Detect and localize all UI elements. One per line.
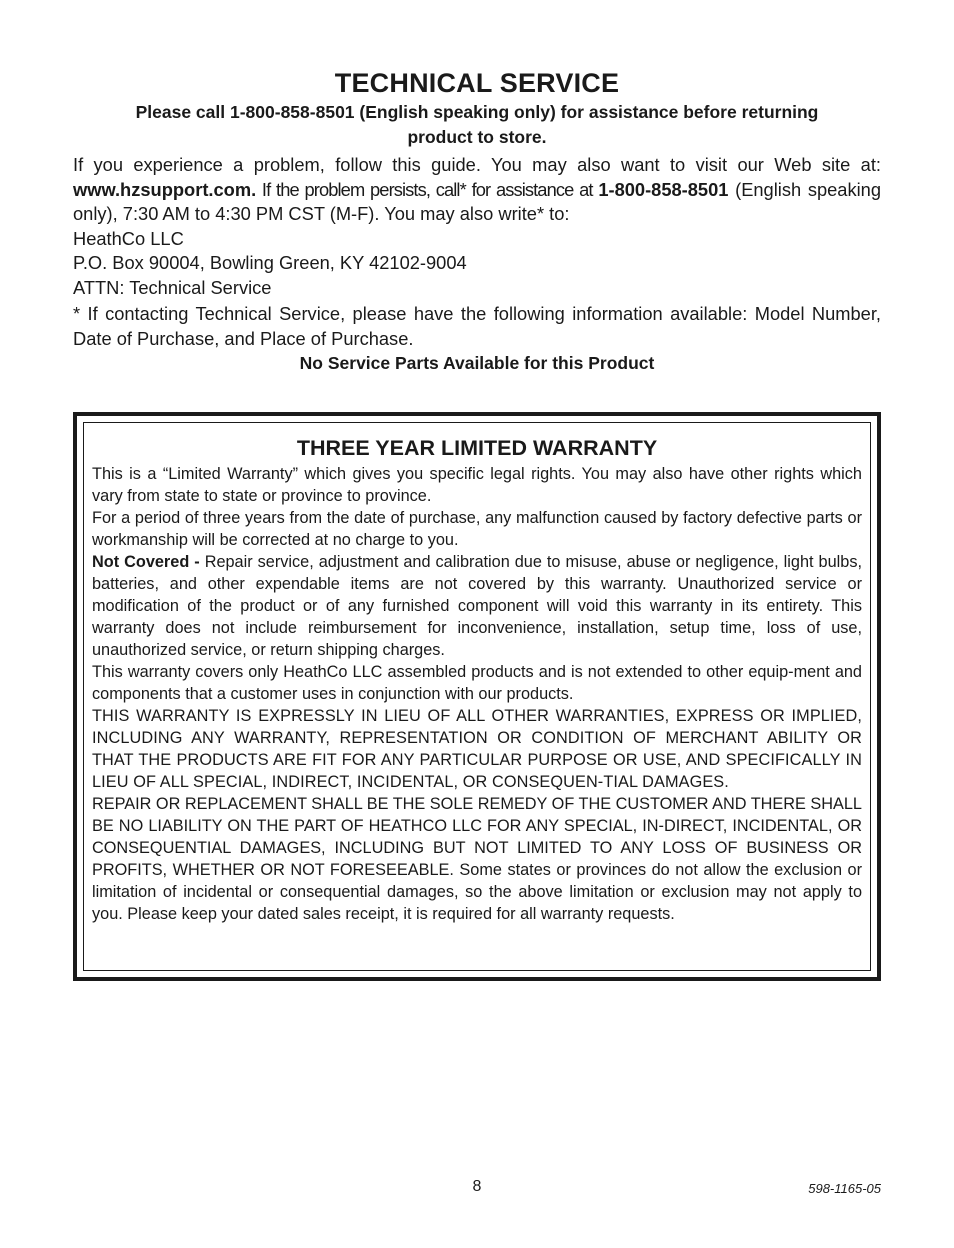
not-covered-label: Not Covered - xyxy=(92,553,205,571)
warranty-paragraph-remedy xyxy=(92,793,862,925)
callout-line-2: product to store. xyxy=(407,127,547,147)
warranty-paragraph-period: For a period of three years from the date of purchase, any malfunction caused by factory defective parts or workmanship will be corrected at no charge to you. xyxy=(92,509,862,549)
call-before-returning-notice xyxy=(73,100,881,150)
warranty-paragraph-disclaimer: THIS WARRANTY IS EXPRESSLY IN LIEU OF ALL OTHER WARRANTIES, EXPRESS OR IMPLIED, INCLUDING ANY WARRANTY, REPRESENTATION OR CONDITION OF MERCHANT ABILITY OR THAT THE PRODUCTS ARE FIT FOR ANY PARTICULAR PURPOSE OR USE, AND SPECIFICALLY IN LIEU OF ALL SPECIAL, INDIRECT, INCIDENTAL, OR CONSEQUEN-TIAL DAMAGES. xyxy=(92,707,862,791)
not-covered-text: Repair service, adjustment and calibration due to misuse, abuse or negligence, light bulbs, batteries, and other expendable items are not covered by this warranty. Unauthorized service or modification of the product or of any furnished component will void this warranty in its entirety. This warranty does not include reimbursement for inconvenience, installation, setup time, loss of use, unauthorized service, or return shipping charges. xyxy=(92,553,862,659)
warranty-box xyxy=(73,412,881,981)
warranty-paragraph-rights: This is a “Limited Warranty” which gives you specific legal rights. You may also have other rights which vary from state to state or province to province. xyxy=(92,465,862,505)
callout-line-1: Please call 1-800-858-8501 (English speaking only) for assistance before returning xyxy=(135,102,819,122)
document-code: 598-1165-05 xyxy=(808,1181,881,1196)
address-name: HeathCo LLC xyxy=(73,227,184,249)
remedy-text: Some states or provinces do not allow the exclusion or limitation of incidental or consequential damages, so the above limitation or exclusion may not apply to you. Please keep your dated sales receipt, it is required for all warranty requests. xyxy=(92,861,862,923)
persist-text: If the problem persists, call* for assistance at xyxy=(256,178,599,200)
address-street: P.O. Box 90004, Bowling Green, KY 42102-9004 xyxy=(73,252,467,273)
hours-text: (English speaking only), 7:30 AM to 4:30 PM CST (M-F). You may also write* to: xyxy=(73,178,881,224)
contact-info-note: * If contacting Technical Service, please have the following information available: Model Number, Date of Purchase, and Place of Purchase. xyxy=(73,303,881,349)
technical-service-section xyxy=(73,67,881,375)
warranty-paragraph-not-covered xyxy=(92,551,862,661)
no-service-parts-notice: No Service Parts Available for this Product xyxy=(299,353,655,373)
intro-text: If you experience a problem, follow this guide. You may also want to visit our Web site at: xyxy=(73,154,881,175)
warranty-inner-frame xyxy=(83,422,871,971)
phone-number: 1-800-858-8501 xyxy=(598,178,729,200)
warranty-paragraph-scope: This warranty covers only HeathCo LLC assembled products and is not extended to other equip-ment and components that a customer uses in conjunction with our products. xyxy=(92,663,862,703)
warranty-heading: THREE YEAR LIMITED WARRANTY xyxy=(296,436,658,460)
remedy-uppercase-text: REPAIR OR REPLACEMENT SHALL BE THE SOLE REMEDY OF THE CUSTOMER AND THERE SHALL BE NO LIABILITY ON THE PART OF HEATHCO LLC FOR ANY SPECIAL, IN-DIRECT, INCIDENTAL, OR CONSEQUENTIAL DAMAGES, INCLUDING BUT NOT LIMITED TO ANY LOSS OF BUSINESS OR PROFITS, WHETHER OR NOT FORESEEABLE. xyxy=(92,795,862,879)
intro-paragraph xyxy=(73,153,881,227)
technical-service-heading: TECHNICAL SERVICE xyxy=(334,68,620,98)
page-number: 8 xyxy=(472,1178,482,1195)
address-attn: ATTN: Technical Service xyxy=(73,276,272,298)
website-link[interactable]: www.hzsupport.com. xyxy=(73,178,257,200)
